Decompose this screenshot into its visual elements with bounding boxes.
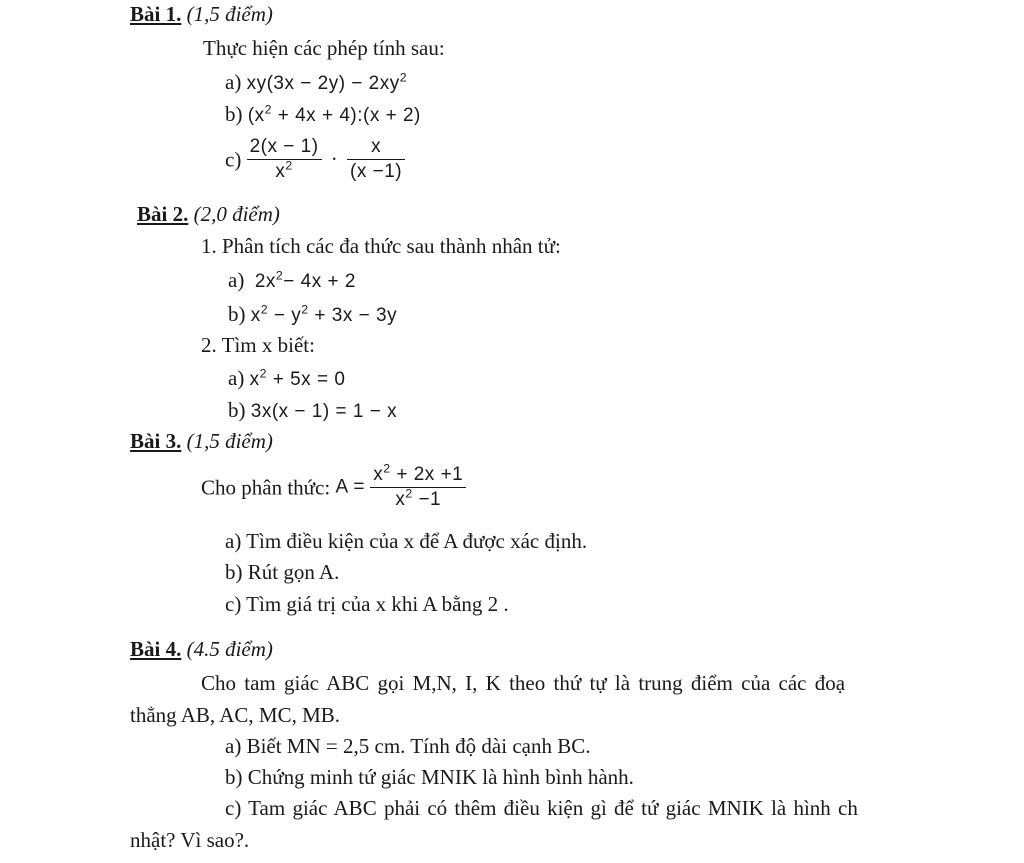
- bai4-heading: [130, 637, 273, 661]
- bai1-item-a: [225, 70, 407, 95]
- bai2-d-label: b): [228, 398, 246, 422]
- bai2-item-c: [228, 366, 345, 391]
- bai2-a-expr: $2x^2- 4x + 2$: [254, 268, 356, 292]
- bai4-question-b: b) Chứng minh tứ giác MNIK là hình bình hành.: [225, 765, 634, 789]
- bai1-a-label: a): [225, 70, 242, 94]
- bai4-points: (4.5 điểm): [186, 637, 273, 661]
- bai3-a-equals: A =: [335, 476, 365, 498]
- bai1-heading: [130, 2, 273, 26]
- bai1-c-label: c): [225, 147, 242, 172]
- bai3-fraction: $\frac{x^2 + 2x +1}{x^2 -1}$: [370, 464, 466, 511]
- bai3-question-b: b) Rút gọn A.: [225, 560, 340, 584]
- bai3-question-a: a) Tìm điều kiện của x để A được xác định.: [225, 529, 588, 553]
- bai2-points: (2,0 điểm): [193, 202, 280, 226]
- bai2-item-d: [228, 398, 397, 423]
- bai3-intro: Cho phân thức:: [201, 475, 331, 500]
- bai2-part2: 2. Tìm x biết:: [201, 333, 315, 357]
- bai1-c-fraction-1: $\frac{2(x - 1)}{x^2}$: [247, 136, 322, 183]
- bai2-item-a: [228, 268, 356, 293]
- bai4-title: Bài 4.: [130, 637, 182, 661]
- bai4-intro-line1: Cho tam giác ABC gọi M,N, I, K theo thứ tự là trung điểm của các đoạ: [201, 671, 846, 695]
- bai3-heading: [130, 429, 273, 453]
- bai4-question-c-line1: c) Tam giác ABC phải có thêm điều kiện gì để tứ giác MNIK là hình ch: [225, 796, 858, 820]
- bai1-title: Bài 1.: [130, 2, 182, 26]
- bai1-item-c: [225, 136, 405, 183]
- bai2-item-b: [228, 302, 397, 327]
- bai1-c-fraction-2: $\frac{x}{(x -1)}$: [347, 136, 405, 183]
- bai4-question-a: a) Biết MN = 2,5 cm. Tính độ dài cạnh BC.: [225, 734, 591, 758]
- bai1-points: (1,5 điểm): [186, 2, 273, 26]
- bai1-intro: Thực hiện các phép tính sau:: [203, 36, 445, 60]
- bai2-c-expr: $x^2 + 5x = 0$: [249, 366, 346, 390]
- bai2-d-expr: 3x(x − 1) = 1 − x: [250, 401, 398, 422]
- bai3-points: (1,5 điểm): [186, 429, 273, 453]
- bai4-intro-line2: thẳng AB, AC, MC, MB.: [130, 703, 341, 727]
- bai3-title: Bài 3.: [130, 429, 182, 453]
- bai1-item-b: [225, 102, 421, 127]
- bai1-b-expr: ($x^2 + 4x$ + 4):(x + 2): [247, 102, 421, 126]
- bai2-b-expr: $x^2 - y^2 + 3x - 3y$: [250, 302, 398, 326]
- bai3-fraction-line: [201, 461, 466, 511]
- bai2-heading: [137, 202, 280, 226]
- bai2-title: Bài 2.: [137, 202, 189, 226]
- bai1-b-label: b): [225, 102, 243, 126]
- bai4-question-c-line2: nhật? Vì sao?.: [130, 828, 250, 852]
- bai2-part1: 1. Phân tích các đa thức sau thành nhân tử:: [201, 234, 561, 258]
- bai2-c-label: a): [228, 366, 245, 390]
- bai1-a-expr: $xy(3x - 2y) - 2xy^2$: [246, 70, 408, 94]
- bai2-a-label: a): [228, 268, 245, 292]
- bai2-b-label: b): [228, 302, 246, 326]
- bai1-c-multiply: ·: [330, 147, 338, 172]
- bai3-question-c: c) Tìm giá trị của x khi A bằng 2 .: [225, 592, 509, 616]
